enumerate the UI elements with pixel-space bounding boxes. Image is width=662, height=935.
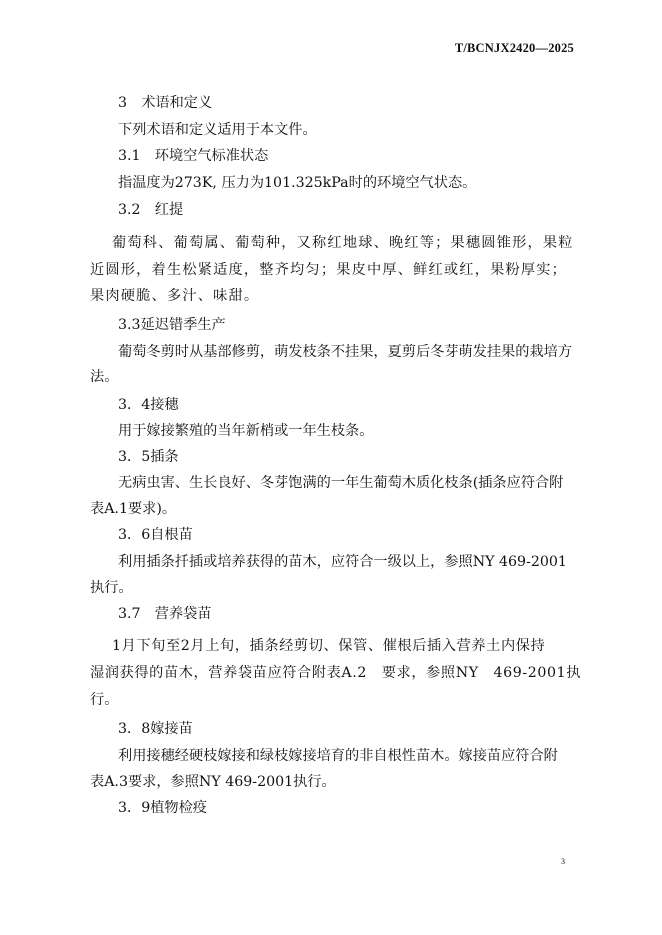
section-heading: 3．8嫁接苗 [118, 721, 193, 737]
paragraph-line: 用于嫁接繁殖的当年新梢或一年生枝条。 [118, 423, 374, 439]
paragraph-line: 下列术语和定义适用于本文件。 [118, 122, 317, 138]
paragraph-line: 表A.1要求)。 [90, 501, 177, 517]
section-heading: 3．5插条 [118, 449, 179, 465]
paragraph-line: 近圆形，着生松紧适度，整齐均匀；果皮中厚、鲜红或红，果粉厚实； [90, 262, 568, 278]
paragraph-line: 指温度为273K, 压力为101.325kPa时的环境空气状态。 [118, 175, 477, 191]
paragraph-line: 葡萄冬剪时从基部修剪，萌发枝条不挂果，夏剪后冬芽萌发挂果的栽培方 [118, 344, 573, 360]
section-heading: 3．6自根苗 [118, 527, 193, 543]
section-heading: 3.1 环境空气标准状态 [118, 148, 269, 164]
document-code: T/BCNJX2420—2025 [454, 41, 574, 55]
paragraph-line: 湿润获得的苗木，营养袋苗应符合附表A.2 要求，参照NY 469-2001执 [90, 665, 582, 681]
paragraph-line: 法。 [90, 369, 119, 385]
section-heading: 3．9植物检疫 [118, 800, 207, 816]
paragraph-line: 表A.3要求，参照NY 469-2001执行。 [90, 774, 336, 790]
paragraph-line: 行。 [90, 692, 119, 708]
section-heading: 3．4接穗 [118, 397, 179, 413]
paragraph-line: 执行。 [90, 580, 133, 596]
section-heading: 3 术语和定义 [118, 95, 213, 111]
paragraph-line: 利用接穗经硬枝嫁接和绿枝嫁接培育的非自根性苗木。嫁接苗应符合附 [118, 748, 558, 764]
section-heading: 3.7 营养袋苗 [118, 606, 212, 622]
paragraph-line: 1月下旬至2月上旬，插条经剪切、保管、催根后插入营养土内保持 [112, 638, 546, 654]
page-number: 3 [561, 857, 565, 866]
paragraph-line: 利用插条扦插或培养获得的苗木，应符合一级以上，参照NY 469-2001 [118, 554, 567, 570]
section-heading: 3.3延迟错季生产 [118, 317, 226, 333]
paragraph-line: 无病虫害、生长良好、冬芽饱满的一年生葡萄木质化枝条(插条应符合附 [118, 475, 564, 491]
paragraph-line: 果肉硬脆、多汁、味甜。 [90, 288, 260, 304]
section-heading: 3.2 红提 [118, 202, 184, 218]
paragraph-line: 葡萄科、葡萄属、葡萄种，又称红地球、晚红等；果穗圆锥形，果粒 [112, 235, 574, 251]
